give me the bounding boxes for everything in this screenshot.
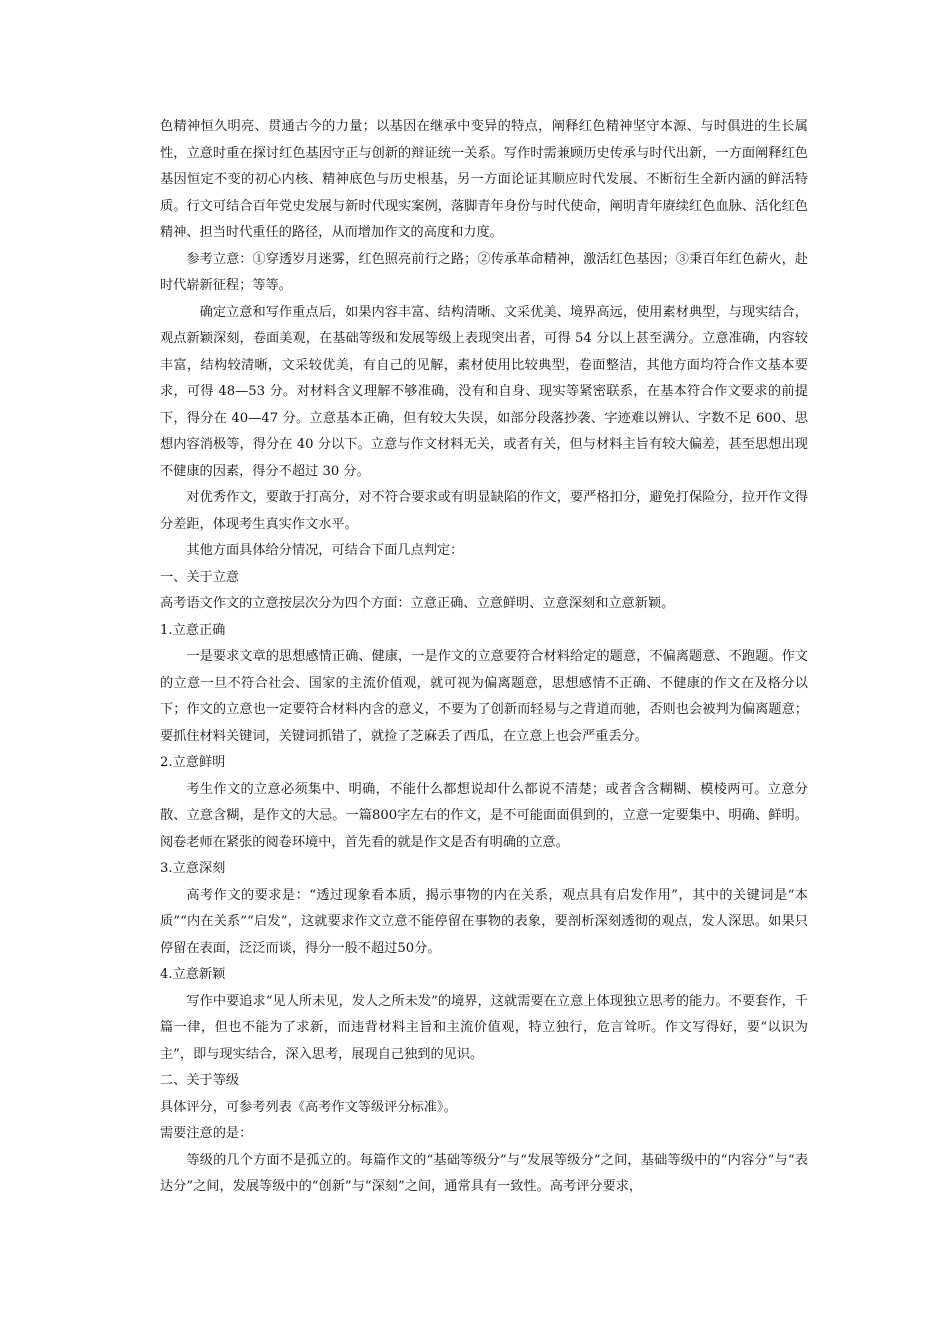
subheading-theme-clear: 2.立意鲜明 xyxy=(160,755,226,770)
paragraph-other-aspects: 其他方面具体给分情况，可结合下面几点判定： xyxy=(186,543,464,558)
paragraph-theme-deep: 高考作文的要求是：“透过现象看本质，揭示事物的内在关系，观点具有启发作用”，其中的关键词是“本质”“内在关系”“启发”，这就要求作文立意不能停留在事物的表象，要剖析深刻透彻的观点，发人深思。如果只停留在表面，泛泛而谈，得分一般不超过50分。 xyxy=(160,887,808,956)
paragraph-theme-levels: 高考语文作文的立意按层次分为四个方面：立意正确、立意鲜明、立意深刻和立意新颖。 xyxy=(160,596,675,611)
section-heading-theme: 一、关于立意 xyxy=(160,569,240,585)
paragraph-theme-correct: 一是要求文章的思想感情正确、健康，一是作文的立意要符合材料给定的题意，不偏离题意、不跑题。作文的立意一旦不符合社会、国家的主流价值观，就可视为偏离题意，思想感情不正确、不健康的作文在及格分以下；作文的立意也一定要符合材料内含的意义，不要为了创新而轻易与之背道而驰，否则也会被判为偏离题意；要抓住材料关键词，关键词抓错了，就捡了芝麻丢了西瓜，在立意上也会严重丢分。 xyxy=(160,649,808,744)
section-heading-grades: 二、关于等级 xyxy=(160,1073,240,1088)
paragraph-excellent-essays: 对优秀作文，要敢于打高分，对不符合要求或有明显缺陷的作文，要严格扣分，避免打保险分，拉开作文得分差距，体现考生真实作文水平。 xyxy=(160,490,808,532)
paragraph-reference-ideas: 参考立意：①穿透岁月迷雾，红色照亮前行之路；②传承革命精神，激活红色基因；③秉百年红色薪火，赴时代崭新征程；等等。 xyxy=(160,251,808,293)
paragraph-attention: 需要注意的是： xyxy=(160,1126,253,1141)
paragraph-theme-novel: 写作中要追求“见人所未见，发人之所未发”的境界，这就需要在立意上体现独立思考的能力。不要套作，千篇一律，但也不能为了求新，而违背材料主旨和主流价值观，特立独行，危言耸听。作文写得好，要“以识为主”，即与现实结合，深入思考，展现自己独到的见识。 xyxy=(160,993,808,1062)
subheading-theme-deep: 3.立意深刻 xyxy=(160,861,226,876)
paragraph-theme-clear: 考生作文的立意必须集中、明确，不能什么都想说却什么都说不清楚；或者含含糊糊、模棱两可。立意分散、立意含糊，是作文的大忌。一篇800字左右的作文，是不可能面面俱到的，立意一定要集中、明确、鲜明。阅卷老师在紧张的阅卷环境中，首先看的就是作文是否有明确的立意。 xyxy=(160,781,808,850)
paragraph-scoring-levels: 确定立意和写作重点后，如果内容丰富、结构清晰、文采优美、境界高远，使用素材典型，与现实结合，观点新颖深刻，卷面美观，在基础等级和发展等级上表现突出者，可得 54 分以上甚至满分。立意准确，内容较丰富，结构较清晰，文采较优美，有自己的见解，素材使用比较典型，卷面整洁，其他方面均符合作文基本要求，可得 48—53 分。对材料含义理解不够准确，没有和自身、现实等紧密联系，在基本符合作文要求的前提下，得分在 40—47 分。立意基本正确，但有较大失误，如部分段落抄袭、字迹难以辨认、字数不足 600、思想内容消极等，得分在 40 分以下。立意与作文材料无关，或者有关，但与材料主旨有较大偏差，甚至思想出现不健康的因素，得分不超过 30 分。 xyxy=(160,304,808,479)
paragraph-red-gene-theme: 色精神恒久明亮、贯通古今的力量；以基因在继承中变异的特点，阐释红色精神坚守本源、与时俱进的生长属性，立意时重在探讨红色基因守正与创新的辩证统一关系。写作时需兼顾历史传承与时代出新，一方面阐释红色基因恒定不变的初心内核、精神底色与历史根基，另一方面论证其顺应时代发展、不断衍生全新内涵的鲜活特质。行文可结合百年党史发展与新时代现实案例，落脚青年身份与时代使命，阐明青年赓续红色血脉、活化红色精神、担当时代重任的路径，从而增加作文的高度和力度。 xyxy=(160,119,808,240)
paragraph-grade-consistency: 等级的几个方面不是孤立的。每篇作文的“基础等级分”与“发展等级分”之间，基础等级中的“内容分”与“表达分”之间，发展等级中的“创新”与“深刻”之间，通常具有一致性。高考评分要求， xyxy=(160,1152,808,1194)
subheading-theme-novel: 4.立意新颖 xyxy=(160,967,226,982)
paragraph-grade-reference: 具体评分，可参考列表《高考作文等级评分标准》。 xyxy=(160,1099,457,1115)
subheading-theme-correct: 1.立意正确 xyxy=(160,622,226,638)
document-page xyxy=(160,114,808,1201)
